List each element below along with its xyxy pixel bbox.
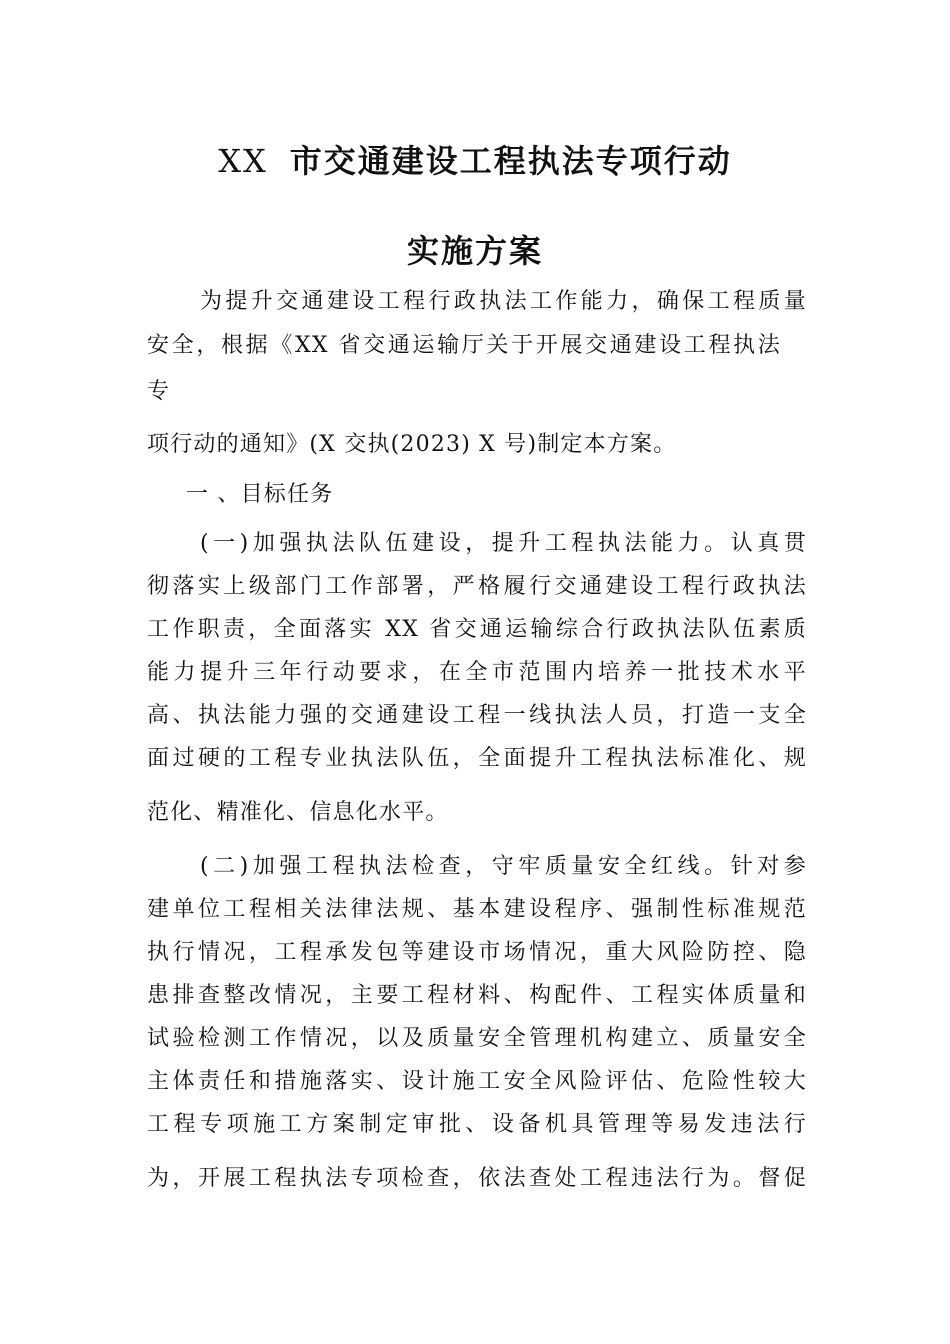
paragraph-line: 为，开展工程执法专项检查，依法查处工程违法行为。督促 [147,1166,807,1191]
title-city-prefix: XX [218,142,268,180]
paragraph-line: 试验检测工作情况，以及质量安全管理机构建立、质量安全 [147,1026,807,1051]
paragraph-line: 项行动的通知》(X 交执(2023) X 号)制定本方案。 [147,432,677,457]
title-main: 市交通建设工程执法专项行动 [289,142,732,180]
paragraph-line: (一)加强执法队伍建设，提升工程执法能力。认真贯 [200,531,807,556]
paragraph-line: 执行情况，工程承发包等建设市场情况，重大风险防控、隐 [147,940,807,965]
paragraph-line: 工程专项施工方案制定审批、设备机具管理等易发违法行 [147,1112,807,1137]
paragraph-line: 安全，根据《XX 省交通运输厅关于开展交通建设工程执法 [147,333,781,358]
paragraph-line: 面过硬的工程专业执法队伍，全面提升工程执法标准化、规 [147,746,807,771]
document-title-line-2: 实施方案 [406,232,543,270]
paragraph-line: 能力提升三年行动要求，在全市范围内培养一批技术水平 [147,660,807,685]
paragraph-line: (二)加强工程执法检查，守牢质量安全红线。针对参 [200,854,807,879]
paragraph-line: 主体责任和措施落实、设计施工安全风险评估、危险性较大 [147,1069,807,1094]
document-title-line-1 [0,136,950,182]
paragraph-line: 范化、精准化、信息化水平。 [147,800,449,825]
paragraph-line: 工作职责，全面落实 XX 省交通运输综合行政执法队伍素质 [147,617,807,642]
section-heading: 一 、目标任务 [186,482,334,507]
paragraph-line: 专 [147,379,171,404]
paragraph-line: 高、执法能力强的交通建设工程一线执法人员，打造一支全 [147,703,807,728]
paragraph-line: 为提升交通建设工程行政执法工作能力，确保工程质量 [200,289,807,314]
paragraph-line: 彻落实上级部门工作部署，严格履行交通建设工程行政执法 [147,574,807,599]
paragraph-line: 患排查整改情况，主要工程材料、构配件、工程实体质量和 [147,983,807,1008]
paragraph-line: 建单位工程相关法律法规、基本建设程序、强制性标准规范 [147,897,807,922]
